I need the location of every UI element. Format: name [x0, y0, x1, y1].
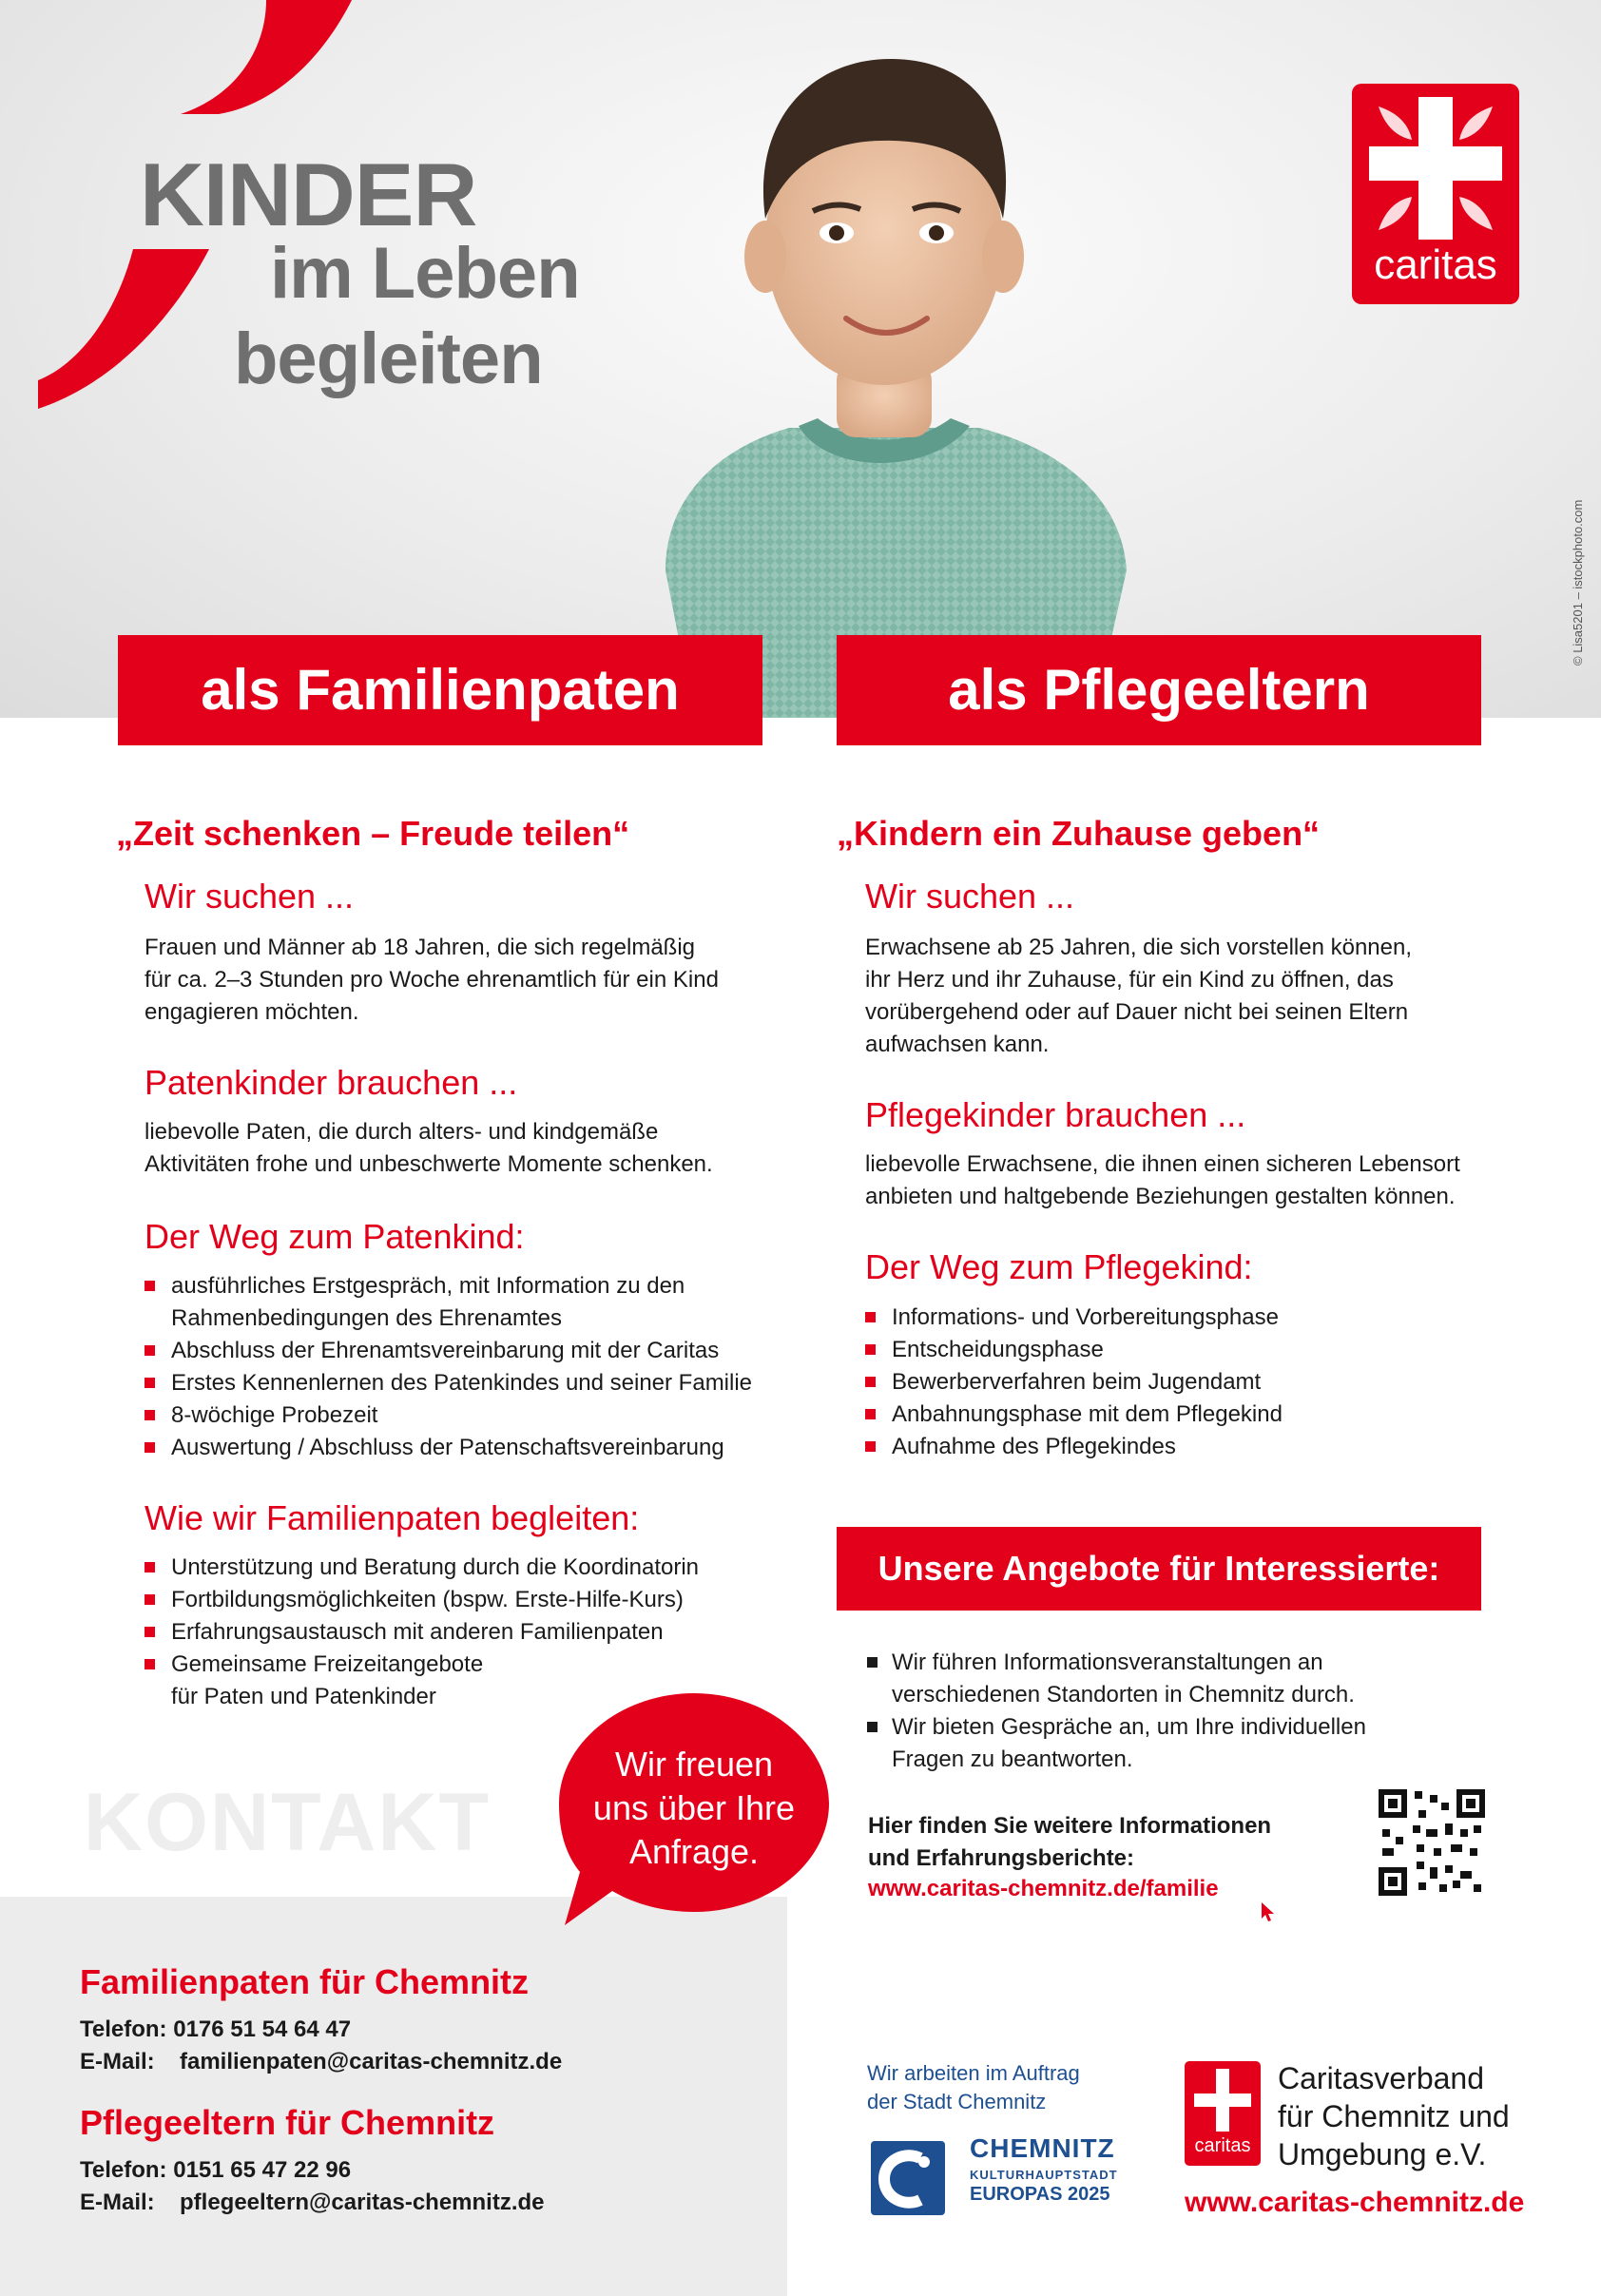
left-path-heading: Der Weg zum Patenkind: [145, 1217, 525, 1256]
left-support-heading: Wie wir Familienpaten begleiten: [145, 1498, 640, 1537]
list-item: Erstes Kennenlernen des Patenkindes und seiner Familie [145, 1367, 829, 1399]
caritas-footer-logo [1185, 2061, 1261, 2166]
contact-familienpaten-details: Telefon: 0176 51 54 64 47 E-Mail: familienpaten@caritas-chemnitz.de [80, 2016, 563, 2074]
caritas-footer-logo-text: caritas [1194, 2135, 1251, 2156]
right-search-heading: Wir suchen ... [865, 877, 1075, 916]
list-item: Anbahnungsphase mit dem Pflegekind [865, 1399, 1531, 1431]
caritas-logo-text: caritas [1374, 241, 1497, 288]
qr-code-icon[interactable] [1379, 1789, 1485, 1896]
headline-kinder: KINDER [140, 145, 477, 244]
right-needs-text: liebevolle Erwachsene, die ihnen einen sicheren Lebensort anbieten und haltgebende Beziehungen gestalten können. [865, 1151, 1460, 1209]
banner-familienpaten: als Familienpaten [118, 635, 762, 745]
right-path-list [865, 1302, 1531, 1463]
commission-text: Wir arbeiten im Auftrag der Stadt Chemnitz [867, 2061, 1080, 2113]
list-item: Unterstützung und Beratung durch die Koordinatorin [145, 1552, 829, 1584]
offers-banner: Unsere Angebote für Interessierte: [837, 1527, 1481, 1611]
offers-list [865, 1647, 1531, 1776]
list-item: Aufnahme des Pflegekindes [865, 1431, 1531, 1463]
left-needs-heading: Patenkinder brauchen ... [145, 1063, 518, 1102]
right-path-heading: Der Weg zum Pflegekind: [865, 1247, 1253, 1286]
contact-title-familienpaten: Familienpaten für Chemnitz [80, 1962, 530, 2001]
phone-familienpaten[interactable]: 0176 51 54 64 47 [173, 2016, 352, 2042]
list-item: Erfahrungsaustausch mit anderen Familienpaten [145, 1616, 829, 1649]
list-item: Entscheidungsphase [865, 1334, 1531, 1366]
cursor-icon [1261, 1901, 1276, 1922]
list-item: 8-wöchige Probezeit [145, 1399, 829, 1432]
contact-title-pflegeeltern: Pflegeeltern für Chemnitz [80, 2103, 495, 2142]
caritas-logo [1352, 84, 1519, 304]
more-info-text: Hier finden Sie weitere Informationen und Erfahrungsberichte: [868, 1813, 1272, 1871]
chemnitz-logo-text: CHEMNITZ KULTURHAUPTSTADT EUROPAS 2025 [970, 2133, 1118, 2205]
banner-pflegeeltern: als Pflegeeltern [837, 635, 1481, 745]
phone-pflegeeltern[interactable]: 0151 65 47 22 96 [173, 2157, 352, 2183]
contact-pflegeeltern-details: Telefon: 0151 65 47 22 96 E-Mail: pflegeeltern@caritas-chemnitz.de [80, 2157, 545, 2215]
website-link[interactable]: www.caritas-chemnitz.de [1185, 2187, 1525, 2218]
list-item: Abschluss der Ehrenamtsvereinbarung mit der Caritas [145, 1335, 829, 1367]
left-search-heading: Wir suchen ... [145, 877, 355, 916]
speech-bubble-text: Wir freuen uns über Ihre Anfrage. [592, 1745, 796, 1871]
right-search-text: Erwachsene ab 25 Jahren, die sich vorstellen können, ihr Herz und ihr Zuhause, für ein Kind zu öffnen, das vorübergehend oder auf Dauer nicht bei seinen Eltern aufwachsen kann. [865, 935, 1413, 1057]
headline-im-leben: im Leben [270, 233, 580, 314]
email-familienpaten[interactable]: familienpaten@caritas-chemnitz.de [180, 2049, 563, 2074]
left-search-text: Frauen und Männer ab 18 Jahren, die sich regelmäßig für ca. 2–3 Stunden pro Woche ehrenamtlich für ein Kind engagieren möchten. [145, 935, 719, 1025]
slogan-left: „Zeit schenken – Freude teilen“ [116, 814, 630, 853]
child-photo [608, 0, 1160, 718]
list-item: Auswertung / Abschluss der Patenschaftsvereinbarung [145, 1432, 829, 1464]
email-pflegeeltern[interactable]: pflegeeltern@caritas-chemnitz.de [180, 2190, 545, 2215]
caritas-cross-icon [1369, 97, 1502, 240]
list-item: Wir bieten Gespräche an, um Ihre individuellen Fragen zu beantworten. [865, 1711, 1531, 1776]
chemnitz-logo-icon [871, 2141, 945, 2215]
contact-watermark: KONTAKT [84, 1777, 492, 1868]
left-path-list [145, 1270, 829, 1464]
org-name: Caritasverband für Chemnitz und Umgebung e.V. [1278, 2061, 1510, 2171]
contact-panel [0, 1897, 787, 2296]
right-needs-heading: Pflegekinder brauchen ... [865, 1095, 1246, 1134]
photo-credit: © Lisa5201 – istockphoto.com [1571, 499, 1585, 666]
list-item: Informations- und Vorbereitungsphase [865, 1302, 1531, 1334]
list-item: Bewerberverfahren beim Jugendamt [865, 1366, 1531, 1399]
website-link-familie[interactable]: www.caritas-chemnitz.de/familie [868, 1876, 1219, 1901]
headline-begleiten: begleiten [234, 318, 543, 399]
list-item: Gemeinsame Freizeitangebote für Paten und Patenkinder [145, 1649, 829, 1713]
list-item: Fortbildungsmöglichkeiten (bspw. Erste-Hilfe-Kurs) [145, 1584, 829, 1616]
left-needs-text: liebevolle Paten, die durch alters- und kindgemäße Aktivitäten frohe und unbeschwerte Momente schenken. [145, 1119, 713, 1177]
list-item: ausführliches Erstgespräch, mit Information zu den Rahmenbedingungen des Ehrenamtes [145, 1270, 829, 1335]
caritas-cross-icon [1194, 2069, 1251, 2132]
slogan-right: „Kindern ein Zuhause geben“ [837, 814, 1321, 853]
list-item: Wir führen Informationsveranstaltungen an verschiedenen Standorten in Chemnitz durch. [865, 1647, 1531, 1711]
